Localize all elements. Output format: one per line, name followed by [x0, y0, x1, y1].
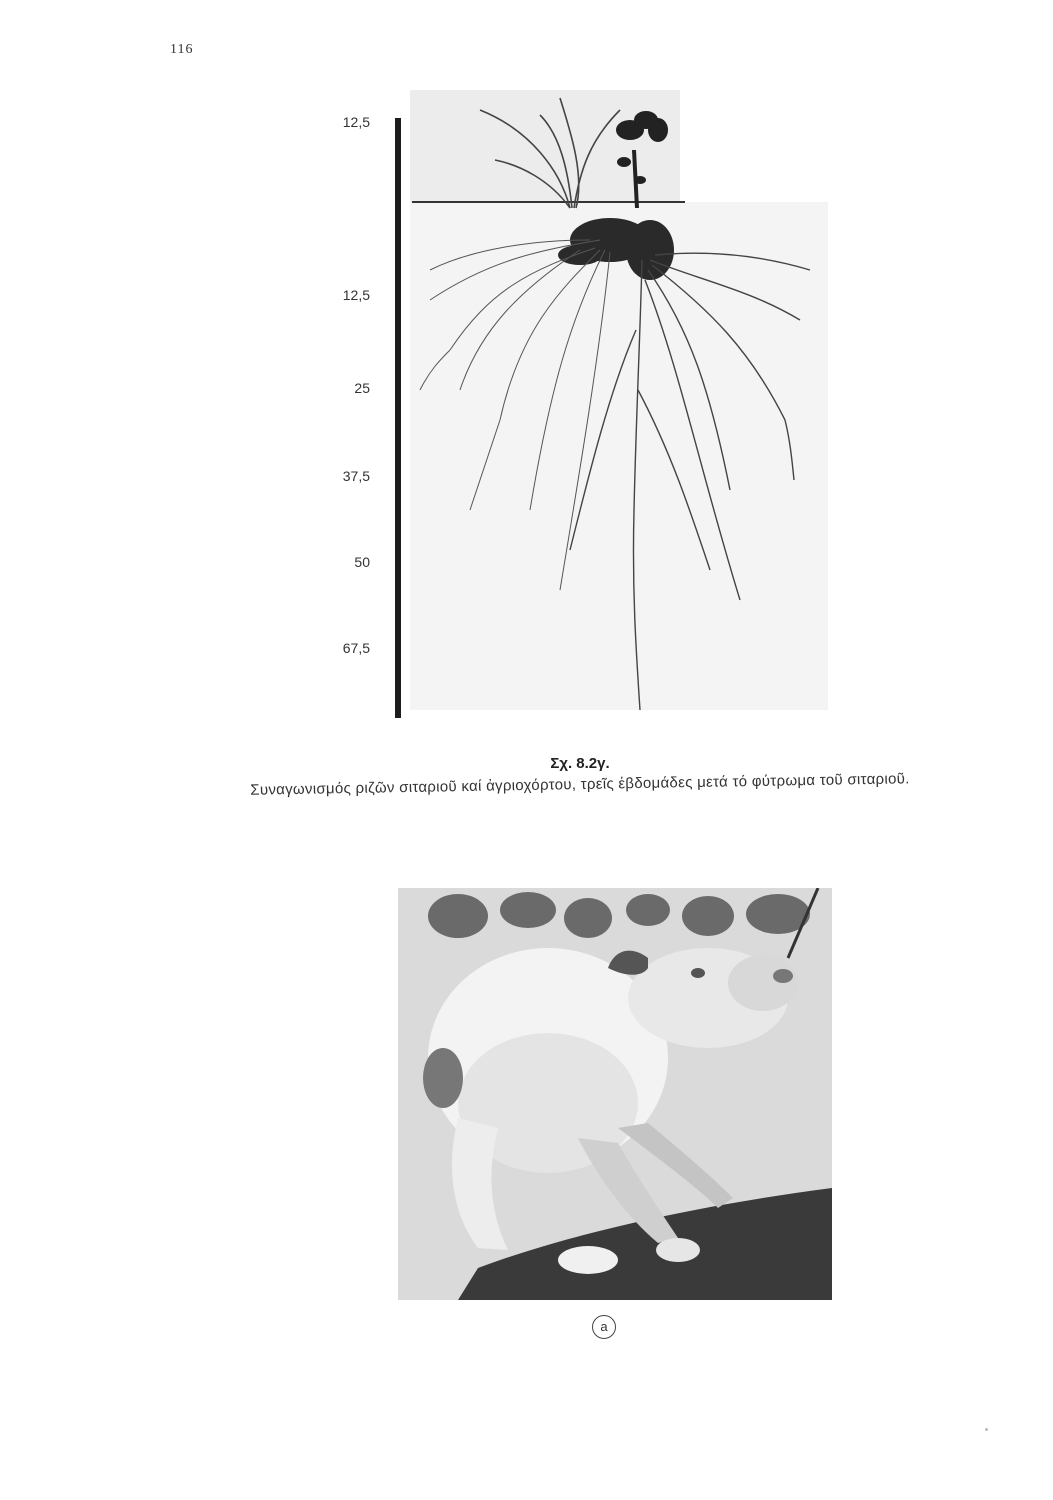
- depth-scale-bar: [395, 118, 401, 718]
- scale-label-top: 12,5: [342, 114, 370, 130]
- caption-title: Σχ. 8.2γ.: [550, 755, 610, 772]
- scale-label-37-5: 37,5: [342, 468, 370, 484]
- root-competition-photo: [410, 90, 828, 710]
- scale-label-50: 50: [354, 554, 370, 570]
- caption-text: Συναγωνισμός ριζῶν σιταριοῦ καί ἀγριοχόρτου, τρεῖς ἑβδομάδες μετά τό φύτρωμα τοῦ σιταριοῦ.: [250, 770, 910, 799]
- scan-speck: [985, 1428, 988, 1431]
- scale-label-25: 25: [354, 380, 370, 396]
- figure-label-a: a: [592, 1315, 616, 1339]
- page-number: 116: [170, 42, 194, 57]
- scale-label-67-5: 67,5: [342, 640, 370, 656]
- figure-caption: [150, 755, 1010, 799]
- lamb-photo: [398, 888, 832, 1300]
- scale-label-12-5: 12,5: [342, 287, 370, 303]
